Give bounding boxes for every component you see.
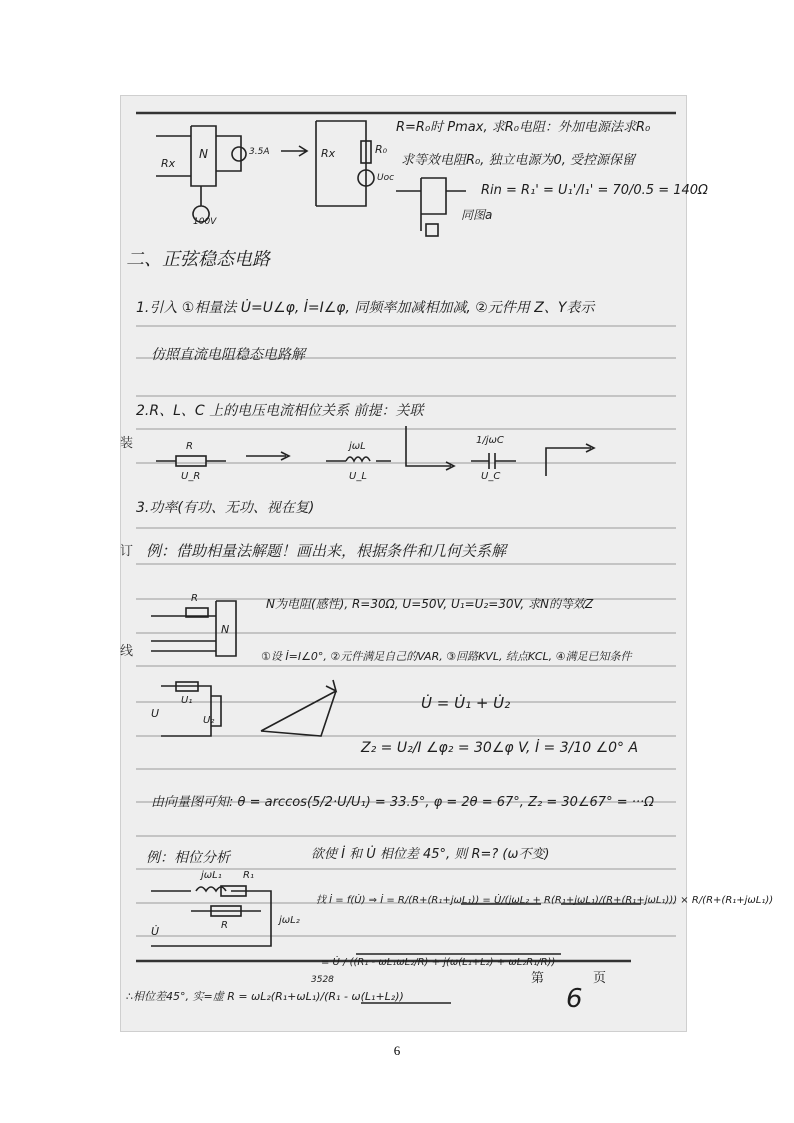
circuit-a-voltage-label: 100V: [193, 217, 217, 227]
circuit-b-uoc-label: Uoc: [377, 173, 395, 183]
jwc-label: 1/jωC: [476, 435, 504, 446]
note-rin: Rin = R₁' = U₁'/I₁' = 70/0.5 = 140Ω: [481, 183, 708, 198]
ex1-r-label: R: [191, 593, 198, 604]
para-2: 2.R、L、C 上的电压电流相位关系 前提：关联: [136, 403, 424, 419]
example-2-find: 找 İ = f(U̇) ⇒ İ = R/(R+(R₁+jωL₁)) = U̇/(jωL₂ + R(R₁+jωL₁)/(R+(R₁+jωL₁))) × R/(R+(R₁+jωL₁)): [316, 895, 774, 906]
note-fig: 同图a: [461, 208, 493, 222]
example-1-conditions: N为电阻(感性), R=30Ω, U=50V, U₁=U₂=30V, 求N的等效Z: [266, 597, 594, 611]
ex2-l1-label: jωL₁: [201, 870, 222, 881]
binding-mark-zhuang: 装: [120, 436, 134, 451]
circuit-b-rx-label: Rx: [321, 147, 336, 160]
binding-mark-xian: 线: [120, 644, 134, 659]
example-2-num: 3528: [311, 975, 334, 985]
circuit-a-rx-label: Rx: [161, 157, 176, 170]
note-max-power: R=R₀时 Pmax, 求R₀电阻：外加电源法求R₀: [396, 120, 651, 135]
binding-mark-ding: 订: [120, 544, 134, 559]
ex2-r-label: R: [221, 920, 228, 931]
example-2-final: ∴相位差45°, 实=虚 R = ωL₂(R₁+ωL₁)/(R₁ - ω(L₁+L₂)): [126, 990, 404, 1003]
para-3: 3.功率(有功、无功、视在复): [136, 500, 315, 516]
ex1-u-label: U: [151, 707, 160, 720]
r-element-label: R: [186, 441, 193, 452]
ex2-u-label: U̇: [151, 925, 160, 938]
scanned-notes-page: [120, 95, 774, 1032]
example-2-result: = U̇ / ((R₁ - ωL₁ωL₂/R) + j(ω(L₁+L₂) + ωL₂R₁/R)): [321, 957, 556, 968]
para-1: 1.引入 ①相量法 U̇=U∠φ, İ=I∠φ, 同频率加减相加减, ②元件用 Z、Y表示: [136, 300, 595, 316]
jwl-label: jωL: [349, 441, 366, 452]
ex1-u2-label: U₂: [203, 715, 215, 726]
ex2-r1-label: R₁: [243, 870, 254, 881]
ex1-u1-label: U₁: [181, 695, 193, 706]
ex2-l2-label: jωL₂: [279, 915, 300, 926]
example-1-steps: ①设 İ=I∠0°, ②元件满足自己的VAR, ③回路KVL, 结点KCL, ④满足已知条件: [261, 650, 632, 663]
section-title: 二、正弦稳态电路: [126, 249, 270, 270]
example-1-phasor-eq: U̇ = U̇₁ + U̇₂: [421, 694, 511, 712]
page-box-unit: 页: [593, 971, 607, 986]
page-box-number: 6: [566, 984, 583, 1014]
uc-label: U_C: [481, 471, 501, 482]
footer-page-number: 6: [393, 1043, 401, 1058]
note-method-b: 求等效电阻R₀, 独立电源为0, 受控源保留: [401, 153, 636, 168]
example-1-geometry: 由向量图可知: θ = arccos(5/2·U/U₁) = 33.5°, φ = 2θ = 67°, Z₂ = 30∠67° = ···Ω: [151, 795, 655, 810]
para-1b: 仿照直流电阻稳态电路解: [151, 347, 305, 363]
notes-linework: [121, 96, 686, 1031]
circuit-b-r0-label: R₀: [375, 143, 388, 156]
page-box-label: 第: [531, 971, 545, 986]
example-2-title: 例：相位分析: [146, 850, 230, 866]
example-1-title: 例：借助相量法解题！画出来，根据条件和几何关系解: [146, 542, 507, 560]
ul-label: U_L: [349, 471, 367, 482]
ex1-n-label: N: [221, 623, 230, 636]
circuit-a-current-label: 3.5A: [249, 147, 270, 157]
ur-label: U_R: [181, 471, 201, 482]
example-2-conditions: 欲使 İ 和 U̇ 相位差 45°, 则 R=? (ω不变): [311, 847, 550, 862]
circuit-a-n-label: N: [199, 147, 208, 161]
example-1-z2: Z₂ = U₂/I ∠φ₂ = 30∠φ V, İ = 3/10 ∠0° A: [361, 740, 639, 756]
